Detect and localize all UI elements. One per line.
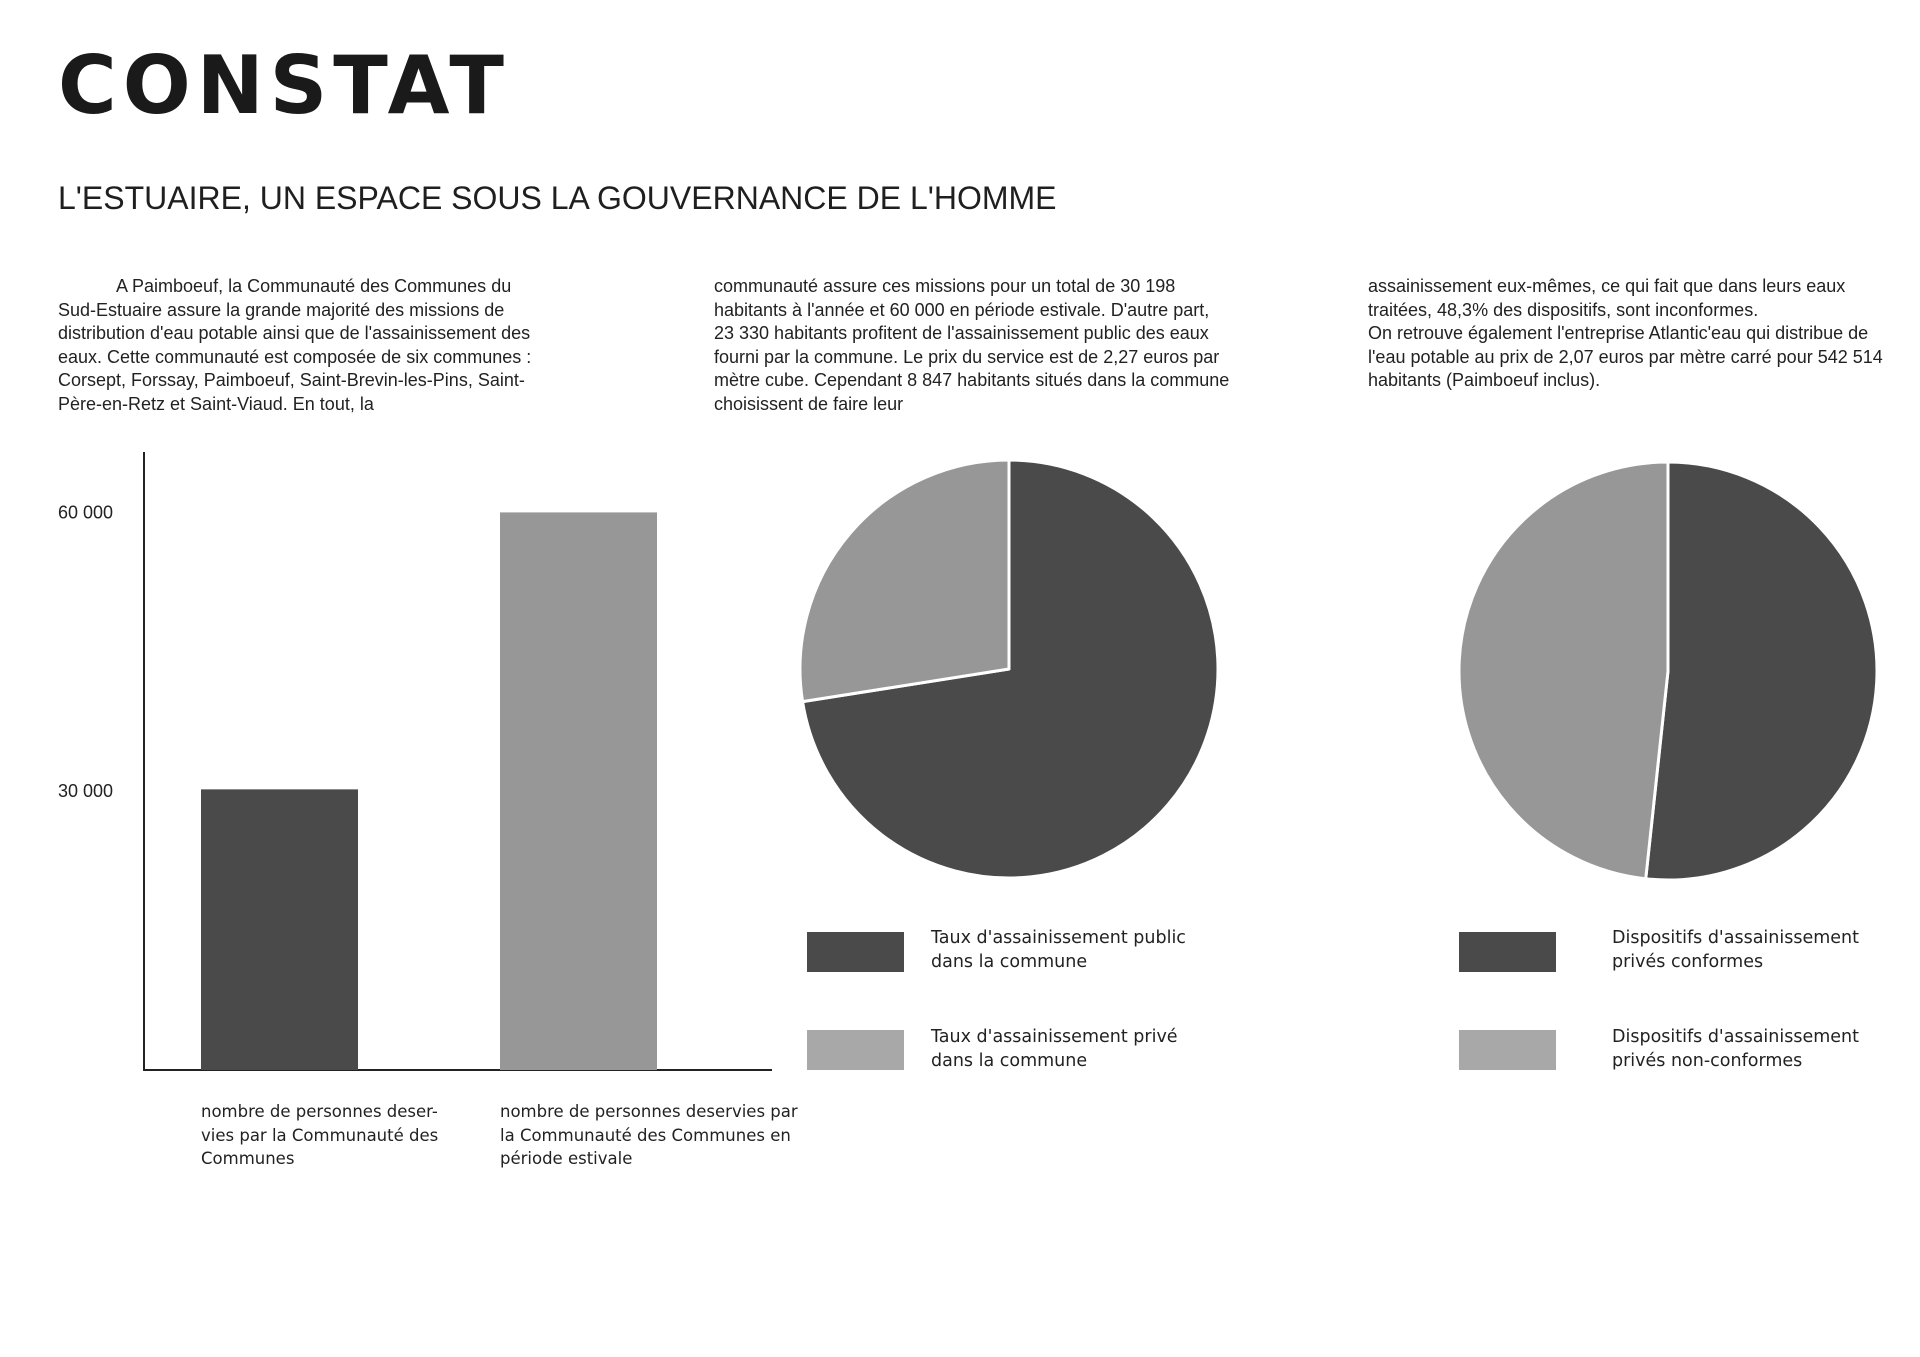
pie-chart-private-conformity	[1459, 462, 1877, 880]
text-column-2: communauté assure ces missions pour un total de 30 198 habitants à l'année et 60 000 en période estivale. D'autre part, 23 330 habitants profitent de l'assainissement public des eaux fourni par la commune. Le prix du service est de 2,27 euros par mètre cube. Cependant 8 847 habitants situés dans la commune choisissent de faire leur	[714, 276, 1230, 414]
text-column-1: A Paimboeuf, la Communauté des Communes du Sud-Estuaire assure la grande majorité des missions de distribution d'eau potable ainsi que de l'assainissement des eaux. Cette communauté est composée de six communes : Corsept, Forssay, Paimboeuf, Saint-Brevin-les-Pins, Saint-Père-en-Retz et Saint-Viaud. En tout, la	[58, 276, 532, 414]
legend-label-public: Taux d'assainissement public dans la commune	[931, 928, 1186, 972]
legend-swatch-conformes	[1459, 932, 1556, 972]
legend-label-private: Taux d'assainissement privé dans la commune	[931, 1027, 1178, 1071]
pie-chart-sanitation-type	[800, 460, 1218, 878]
y-tick-label-0: 30 000	[58, 781, 114, 802]
legend-swatch-private	[807, 1030, 904, 1070]
page-subtitle: L'ESTUAIRE, UN ESPACE SOUS LA GOUVERNANCE DE L'HOMME	[58, 180, 1057, 216]
pie1-slice-1	[800, 460, 1009, 702]
y-tick-label-1: 60 000	[58, 502, 114, 523]
pie2-slice-0	[1646, 462, 1877, 880]
legend-swatch-public	[807, 932, 904, 972]
bar-0	[201, 789, 358, 1070]
legend-label-conformes: Dispositifs d'assainissement privés conformes	[1612, 928, 1859, 972]
bar-category-label-year-round: nombre de personnes deser- vies par la Communauté des Communes	[201, 1102, 439, 1169]
bar-1	[500, 512, 657, 1070]
bar-chart	[58, 452, 772, 1071]
legend-label-non-conformes: Dispositifs d'assainissement privés non-conformes	[1612, 1027, 1859, 1071]
bar-category-label-summer: nombre de personnes deservies par la Communauté des Communes en période estivale	[500, 1102, 798, 1169]
legend-swatch-non-conformes	[1459, 1030, 1556, 1070]
text-column-3: assainissement eux-mêmes, ce qui fait que dans leurs eaux traitées, 48,3% des dispositifs, sont inconformes. On retrouve également l'entreprise Atlantic'eau qui distribue de l'eau potable au prix de 2,07 euros par mètre carré pour 542 514 habitants (Paimboeuf inclus).	[1368, 276, 1883, 391]
page-title: CONSTAT	[58, 39, 510, 132]
pie2-slice-1	[1459, 462, 1668, 879]
